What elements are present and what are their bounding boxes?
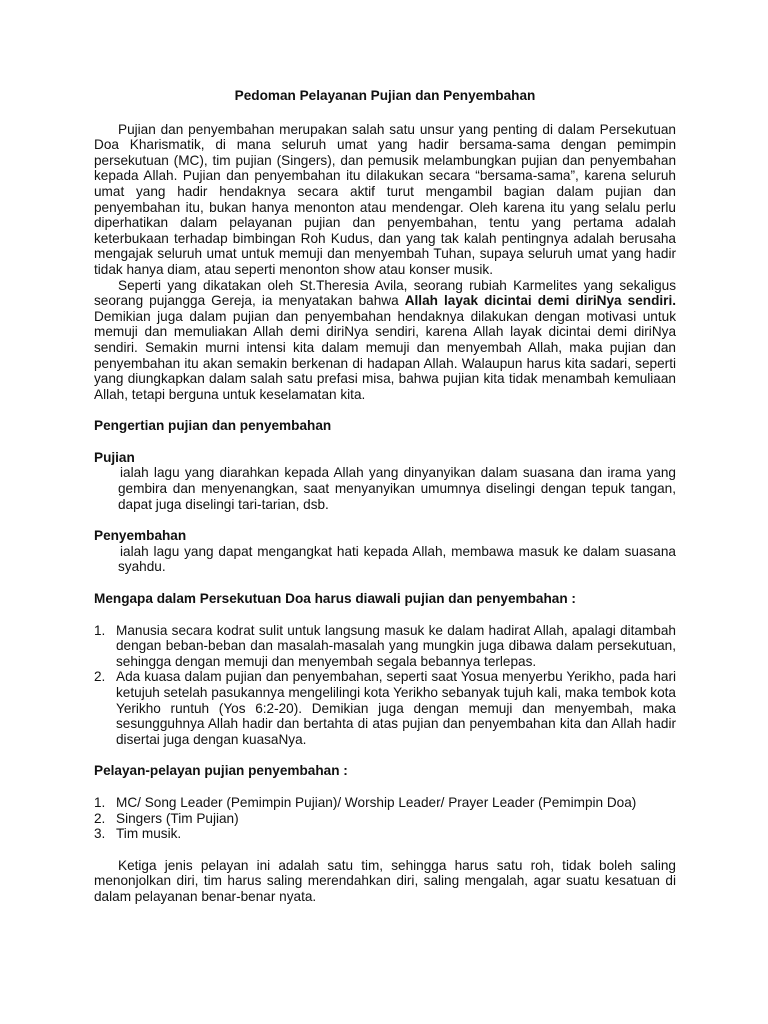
definition-pujian (94, 465, 676, 512)
intro-paragraph-2 (94, 278, 676, 403)
why-list-item (94, 669, 676, 747)
definition-penyembahan (94, 544, 676, 575)
list-number: 1. (94, 622, 106, 638)
list-item-text: Manusia secara kodrat sulit untuk langsung masuk ke dalam hadirat Allah, apalagi ditambah dengan beban-beban dan masalah-masalah yang mungkin juga dibawa dalam persekutuan, sehingga dengan memuji dan menyembah segala bebannya terlepas. (116, 622, 676, 669)
section-heading-servants: Pelayan-pelayan pujian penyembahan : (94, 763, 348, 779)
intro-paragraph-1 (94, 122, 676, 278)
list-number: 2. (94, 669, 106, 685)
list-item-text: Tim musik. (116, 826, 182, 842)
why-list (94, 623, 676, 748)
list-item-text: Singers (Tim Pujian) (116, 810, 239, 826)
list-number: 1. (94, 794, 106, 810)
servants-list-item (94, 795, 676, 811)
list-number: 2. (94, 810, 106, 826)
why-list-item (94, 623, 676, 670)
servants-list-item (94, 826, 676, 842)
intro-paragraph-2-emphasis: Allah layak dicintai demi diriNya sendiri. (404, 293, 676, 309)
section-heading-definitions: Pengertian pujian dan penyembahan (94, 418, 332, 434)
intro-paragraph-2-text-a: Seperti yang dikatakan oleh St.Theresia Avila, seorang rubiah Karmelites yang sekaligus seorang pujangga Gereja, ia menyatakan bahwa (94, 277, 676, 309)
servants-list (94, 795, 676, 842)
intro-paragraph-1-text: Pujian dan penyembahan merupakan salah satu unsur yang penting di dalam Persekutuan Doa Kharismatik, di mana seluruh umat yang hadir bersama-sama dengan pemimpin persekutuan (MC), tim pujian (Singers), dan pemusik melambungkan pujian dan penyembahan kepada Allah. Pujian dan penyembahan itu dilakukan secara “bersama-sama”, karena seluruh umat yang hadir hendaknya secara aktif turut mengambil bagian dalam pujian dan penyembahan itu, bukan hanya menonton atau mendengar. Oleh karena itu yang selalu perlu diperhatikan dalam pelayanan pujian dan penyembahan, tentu yang pertama adalah keterbukaan terhadap bimbingan Roh Kudus, dan yang tak kalah pentingnya adalah berusaha mengajak seluruh umat untuk memuji dan menyembah Tuhan, supaya seluruh umat yang hadir tidak hanya diam, atau seperti menonton show atau konser musik. (94, 121, 676, 277)
closing-paragraph: Ketiga jenis pelayan ini adalah satu tim, sehingga harus satu roh, tidak boleh saling menonjolkan diri, tim harus saling merendahkan diri, saling mengalah, agar suatu kesatuan di dalam pelayanan benar-benar nyata. (94, 857, 676, 904)
definition-penyembahan-text: ialah lagu yang dapat mengangkat hati kepada Allah, membawa masuk ke dalam suasana syahdu. (118, 543, 676, 575)
term-pujian: Pujian (94, 449, 135, 465)
document-title: Pedoman Pelayanan Pujian dan Penyembahan (234, 88, 536, 103)
servants-list-item (94, 811, 676, 827)
list-item-text: Ada kuasa dalam pujian dan penyembahan, seperti saat Yosua menyerbu Yerikho, pada hari ketujuh setelah pasukannya mengelilingi kota Yerikho sebanyak tujuh kali, maka tembok kota Yerikho runtuh (Yos 6:2-20). Demikian juga dengan memuji dan menyembah, maka sesungguhnya Allah hadir dan bertahta di atas pujian dan penyembahan kita dan Allah hadir disertai juga dengan kuasaNya. (116, 669, 676, 747)
section-heading-why: Mengapa dalam Persekutuan Doa harus diawali pujian dan penyembahan : (94, 591, 576, 607)
list-item-text: MC/ Song Leader (Pemimpin Pujian)/ Worship Leader/ Prayer Leader (Pemimpin Doa) (116, 794, 637, 810)
list-number: 3. (94, 826, 106, 842)
definition-pujian-text: ialah lagu yang diarahkan kepada Allah yang dinyanyikan dalam suasana dan irama yang gembira dan menyenangkan, saat menyanyikan umumnya diselingi dengan tepuk tangan, dapat juga diselingi tari-tarian, dsb. (118, 465, 676, 512)
term-penyembahan: Penyembahan (94, 528, 187, 544)
intro-paragraph-2-text-b: Demikian juga dalam pujian dan penyembahan hendaknya dilakukan dengan motivasi untuk memuji dan memuliakan Allah demi diriNya sendiri, karena Allah layak dicintai demi diriNya sendiri. Semakin murni intensi kita dalam memuji dan menyembah Allah, maka pujian dan penyembahan itu akan semakin berkenan di hadapan Allah. Walaupun harus kita sadari, seperti yang diungkapkan dalam salah satu prefasi misa, bahwa pujian kita tidak menambah kemuliaan Allah, tetapi berguna untuk keselamatan kita. (94, 308, 676, 402)
